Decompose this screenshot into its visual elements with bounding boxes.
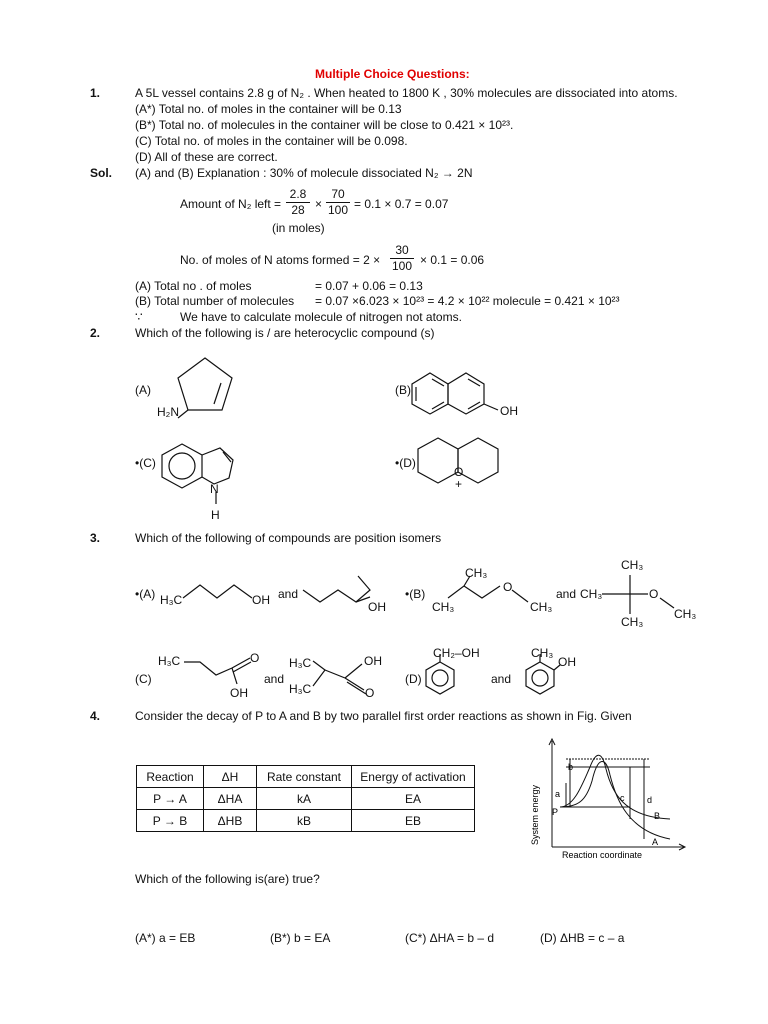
aromatic-circle: [169, 453, 195, 479]
naphthalene-ring-left: [412, 373, 448, 414]
table-row: [137, 788, 475, 810]
butan-2-ol-chain: [303, 576, 370, 602]
fraction-denominator: 100: [391, 259, 413, 273]
carbonyl-bond: [232, 658, 250, 668]
q2-nitrogen-label: N: [210, 482, 219, 496]
question-4-subquestion: Which of the following is(are) true?: [135, 872, 320, 886]
table-header-cell: Rate constant: [257, 766, 352, 788]
table-cell: kA: [257, 788, 352, 810]
q3-hydroxyl-label: OH: [558, 655, 576, 669]
question-4-option-a: (A*) a = EB: [135, 931, 196, 945]
graph-label-curve-a: A: [652, 837, 659, 847]
q3-oxygen-label: O: [649, 587, 659, 601]
aromatic-circle: [432, 670, 448, 686]
question-1-option-d: (D) All of these are correct.: [135, 150, 278, 164]
q3-methyl-label: CH₃: [674, 607, 697, 621]
q3-methyl-label: CH₃: [580, 587, 603, 601]
question-2-text: Which of the following is / are heterocyclic compound (s): [135, 326, 435, 340]
reaction-table: [136, 765, 475, 832]
total-moles-value: = 0.07 + 0.06 = 0.13: [315, 279, 423, 293]
q2-positive-charge: +: [455, 477, 463, 491]
q2-oxygen-label: O: [454, 465, 464, 479]
q3-oxygen-label: O: [250, 651, 260, 665]
aromatic-bond: [468, 402, 480, 409]
table-header-cell: ΔH: [204, 766, 257, 788]
n-atoms-result: × 0.1 = 0.06: [420, 253, 485, 267]
q2-hydrogen-label: H: [211, 508, 220, 522]
table-header-cell: Energy of activation: [352, 766, 475, 788]
butanol-chain: [183, 585, 252, 598]
curve-to-a: [560, 761, 670, 839]
bicyclic-ring-left: [418, 438, 458, 483]
q3-hydroxyl-label: OH: [252, 593, 270, 607]
q2-option-c-label: •(C): [135, 456, 156, 470]
question-1-option-b: (B*) Total no. of molecules in the container will be close to 0.421 × 10²³.: [135, 118, 514, 132]
q3-methyl-label: CH₃: [432, 600, 455, 614]
question-1-option-c: (C) Total no. of moles in the container will be 0.098.: [135, 134, 408, 148]
double-bond-line: [214, 383, 221, 404]
q3-methyl-label: H₃C: [160, 593, 183, 607]
q2-option-d-label: •(D): [395, 456, 416, 470]
aromatic-bond: [432, 402, 444, 409]
amount-result: = 0.1 × 0.7 = 0.07: [354, 197, 449, 211]
energy-diagram: [530, 735, 710, 865]
question-4-option-b: (B*) b = EA: [270, 931, 331, 945]
table-cell: P → A: [137, 788, 204, 810]
solution-label: Sol.: [90, 166, 113, 180]
graph-label-b: b: [568, 762, 574, 772]
fraction-numerator: 70: [331, 187, 345, 201]
q2-option-a-label: (A): [135, 383, 151, 397]
bicyclic-ring-right: [458, 438, 498, 483]
question-4-option-d: (D) ΔHB = c – a: [540, 931, 625, 945]
table-cell: P → B: [137, 810, 204, 832]
total-moles-label: (A) Total no . of moles: [135, 279, 252, 293]
in-moles-note: (in moles): [272, 221, 325, 235]
question-3-number: 3.: [90, 531, 101, 545]
times-sign: ×: [315, 197, 323, 211]
graph-label-a: a: [555, 789, 561, 799]
solution-note: We have to calculate molecule of nitrogen not atoms.: [180, 310, 462, 324]
isopropyl-branch: [313, 661, 325, 686]
table-cell: ΔHB: [204, 810, 257, 832]
amount-label: Amount of N₂ left =: [180, 197, 282, 211]
question-1-number: 1.: [90, 86, 101, 100]
q3-methyl-label: CH₃: [465, 566, 488, 580]
q3-methyl-label: H₃C: [289, 656, 312, 670]
graph-y-label: System energy: [530, 784, 540, 845]
graph-label-d: d: [647, 795, 653, 805]
ether-o-bond: [512, 590, 528, 602]
graph-label-curve-b: B: [654, 811, 661, 821]
carbonyl-bond: [347, 682, 366, 694]
table-cell: kB: [257, 810, 352, 832]
table-cell: EA: [352, 788, 475, 810]
carboxyl-oh-bond: [345, 664, 362, 678]
q2-option-b-label: (B): [395, 383, 411, 397]
fraction-numerator: 30: [395, 243, 409, 257]
q2-amine-label: H₂N: [157, 405, 179, 419]
q2-hydroxyl-label: OH: [500, 404, 518, 418]
q3-methyl-label: CH₃: [530, 600, 553, 614]
graph-label-p: P: [552, 807, 559, 817]
q3-hydroxyl-label: OH: [364, 654, 382, 668]
table-row: [137, 810, 475, 832]
cyclopentene-ring: [178, 358, 232, 410]
fraction-denominator: 28: [291, 203, 305, 217]
q3-and-connector: and: [264, 672, 285, 686]
carbonyl-bond: [345, 678, 364, 690]
hydroxyl-bond: [484, 404, 498, 410]
q3-methyl-label: CH₃: [531, 646, 554, 660]
q3-methyl-label: H₃C: [289, 682, 312, 696]
total-molecules-value: = 0.07 ×6.023 × 10²³ = 4.2 × 10²² molecule = 0.421 × 10²³: [315, 294, 620, 308]
question-2-number: 2.: [90, 326, 101, 340]
q3-hydroxyl-label: OH: [230, 686, 248, 700]
q3-option-b-label: •(B): [405, 587, 426, 601]
benzene-ring: [426, 662, 454, 694]
aromatic-circle: [532, 670, 548, 686]
q3-methyl-label: CH₃: [621, 558, 644, 572]
isobutyric-chain: [325, 670, 345, 678]
butanoic-chain: [184, 662, 232, 675]
table-header-row: [137, 766, 475, 788]
question-4-number: 4.: [90, 709, 101, 723]
q3-and-connector: and: [278, 587, 299, 601]
ether-chain: [464, 586, 500, 598]
curve-to-b: [560, 755, 670, 819]
n-atoms-label: No. of moles of N atoms formed = 2 ×: [180, 253, 381, 267]
q3-option-a-label: •(A): [135, 587, 156, 601]
because-symbol: ∵: [135, 310, 143, 324]
graph-label-c: c: [620, 793, 625, 803]
page-title: Multiple Choice Questions:: [315, 67, 470, 81]
q3-oxygen-label: O: [503, 580, 513, 594]
table-cell: ΔHA: [204, 788, 257, 810]
carbonyl-bond: [233, 662, 251, 672]
o-to-ch3-bond: [660, 598, 674, 608]
fraction-numerator: 2.8: [289, 187, 307, 201]
question-4-option-c: (C*) ΔHA = b – d: [405, 931, 495, 945]
q3-option-d-label: (D): [405, 672, 422, 686]
question-4-text: Consider the decay of P to A and B by two parallel first order reactions as shown in Fig. Given: [135, 709, 632, 723]
question-3-text: Which of the following of compounds are position isomers: [135, 531, 442, 545]
naphthalene-ring-right: [448, 373, 484, 414]
solution-line: (A) and (B) Explanation : 30% of molecule dissociated N₂ → 2N: [135, 166, 473, 180]
q3-methyl-label: H₃C: [158, 654, 181, 668]
total-molecules-label: (B) Total number of molecules: [135, 294, 295, 308]
table-header-cell: Reaction: [137, 766, 204, 788]
graph-x-label: Reaction coordinate: [562, 850, 643, 860]
indole-benzene-ring: [162, 444, 202, 488]
indole-pyrrole-ring: [202, 448, 233, 484]
q3-and-connector: and: [556, 587, 577, 601]
benzene-ring: [526, 662, 554, 694]
q3-hydroxyl-label: OH: [368, 600, 386, 614]
q3-oxygen-label: O: [365, 686, 375, 700]
q3-option-c-label: (C): [135, 672, 152, 686]
fraction-denominator: 100: [327, 203, 349, 217]
q3-and-connector: and: [491, 672, 512, 686]
question-1-option-a: (A*) Total no. of moles in the container will be 0.13: [135, 102, 402, 116]
amine-bond: [178, 410, 188, 418]
q3-methyl-label: CH₃: [621, 615, 644, 629]
question-1-text: A 5L vessel contains 2.8 g of N₂ . When heated to 1800 K , 30% molecules are dissociated into atoms.: [135, 86, 678, 100]
q3-ch2oh-label: CH₂–OH: [433, 646, 480, 660]
table-cell: EB: [352, 810, 475, 832]
